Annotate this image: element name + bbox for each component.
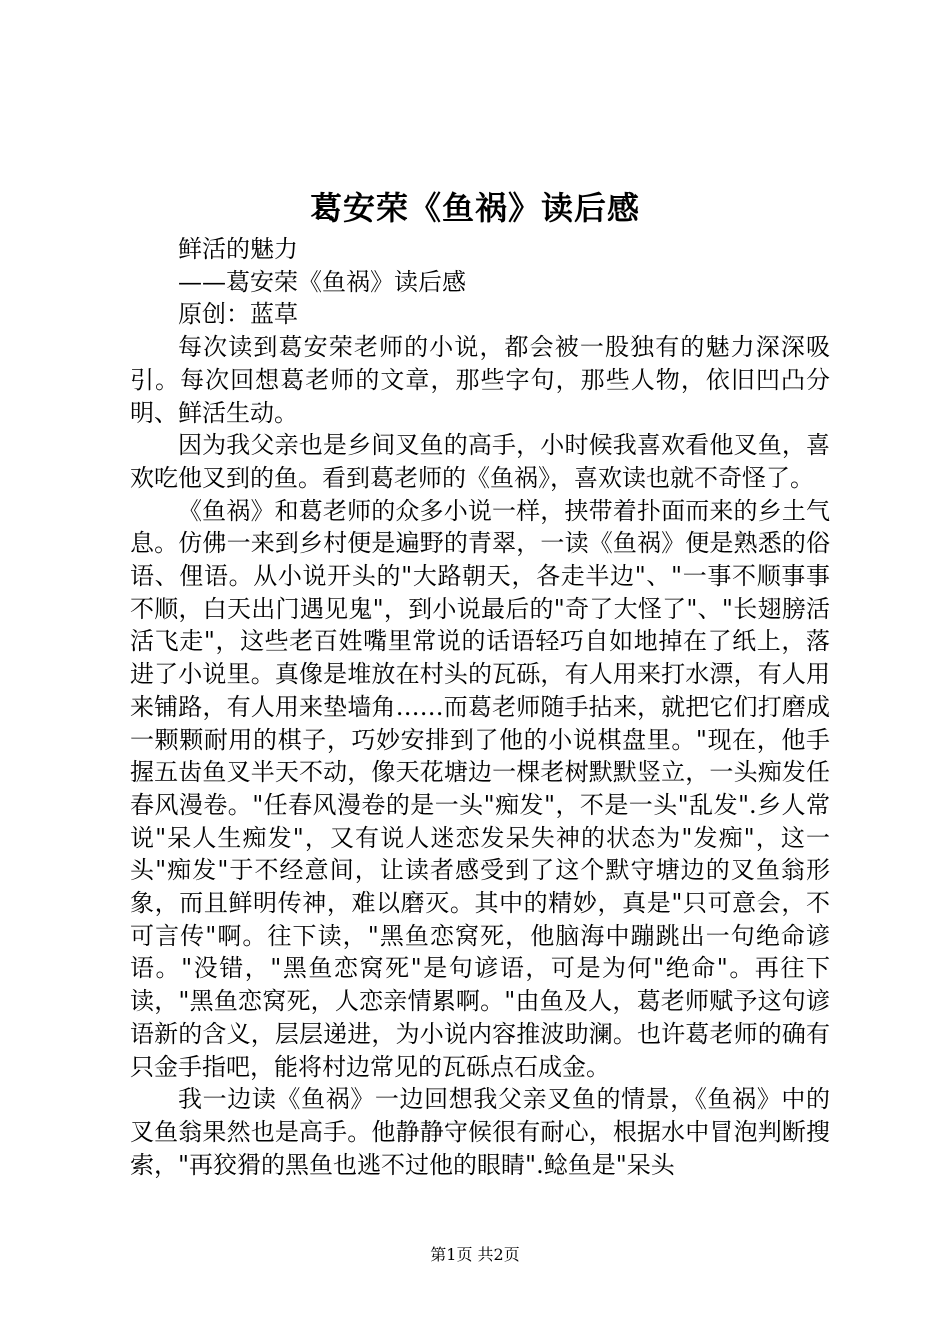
document-title: 葛安荣《鱼祸》读后感: [309, 189, 640, 227]
author-line: 原创：蓝草: [178, 300, 298, 329]
subtitle-line: 鲜活的魅力: [178, 235, 298, 263]
document-body: [130, 233, 830, 1181]
subtitle-line: ——葛安荣《鱼祸》读后感: [178, 267, 466, 296]
page-footer: 第1页 共2页: [430, 1245, 520, 1264]
paragraph: 《鱼祸》和葛老师的众多小说一样，挟带着扑面而来的乡土气息。仿佛一来到乡村便是遍野的青翠，一读《鱼祸》便是熟悉的俗语、俚语。从小说开头的"大路朝天，各走半边"、"一事不顺事事不顺，白天出门遇见鬼"，到小说最后的"奇了大怪了"、"长翅膀活活飞走"，这些老百姓嘴里常说的话语轻巧自如地掉在了纸上，落进了小说里。真像是堆放在村头的瓦砾，有人用来打水漂，有人用来铺路，有人用来垫墙角……而葛老师随手拈来，就把它们打磨成一颗颗耐用的棋子，巧妙安排到了他的小说棋盘里。"现在，他手握五齿鱼叉半天不动，像天花塘边一棵老树默默竖立，一头痴发任春风漫卷。"任春风漫卷的是一头"痴发"，不是一头"乱发".乡人常说"呆人生痴发"，又有说人迷恋发呆失神的状态为"发痴"，这一头"痴发"于不经意间，让读者感受到了这个默守塘边的叉鱼翁形象，而且鲜明传神，难以磨灭。其中的精妙，真是"只可意会，不可言传"啊。往下读，"黑鱼恋窝死，他脑海中蹦跳出一句绝命谚语。"没错，"黑鱼恋窝死"是句谚语，可是为何"绝命"。再往下读，"黑鱼恋窝死，人恋亲情累啊。"由鱼及人，葛老师赋予这句谚语新的含义，层层递进，为小说内容推波助澜。也许葛老师的确有只金手指吧，能将村边常见的瓦砾点石成金。: [130, 496, 830, 1081]
paragraph: 因为我父亲也是乡间叉鱼的高手，小时候我喜欢看他叉鱼，喜欢吃他叉到的鱼。看到葛老师的《鱼祸》，喜欢读也就不奇怪了。: [130, 431, 830, 492]
paragraph: 每次读到葛安荣老师的小说，都会被一股独有的魅力深深吸引。每次回想葛老师的文章，那些字句，那些人物，依旧凹凸分明、鲜活生动。: [130, 333, 830, 427]
paragraph: 我一边读《鱼祸》一边回想我父亲叉鱼的情景，《鱼祸》中的叉鱼翁果然也是高手。他静静守候很有耐心，根据水中冒泡判断搜索，"再狡猾的黑鱼也逃不过他的眼睛".鲶鱼是"呆头: [130, 1085, 830, 1179]
